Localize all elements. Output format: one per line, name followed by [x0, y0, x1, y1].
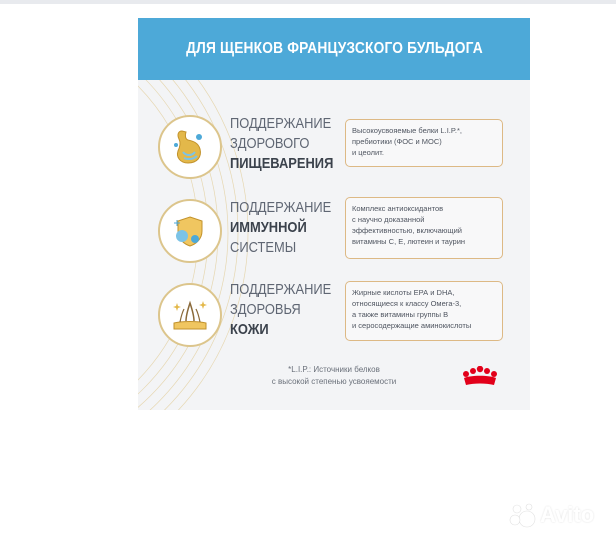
top-divider [0, 0, 616, 4]
detail-line: витамины С, Е, лютеин и таурин [352, 237, 466, 246]
benefit-heading-immunity [230, 198, 331, 258]
product-info-card [138, 18, 530, 410]
heading-line-bold: ПИЩЕВАРЕНИЯ [230, 155, 334, 172]
skin-icon [158, 283, 222, 347]
benefit-details-digestion [345, 119, 503, 167]
royal-canin-crown-logo [460, 366, 500, 388]
detail-line: с научно доказанной [352, 215, 425, 224]
avito-dots-icon [508, 502, 536, 528]
detail-line: и цеолит. [352, 148, 384, 157]
heading-line: ПОДДЕРЖАНИЕ [230, 115, 332, 132]
footnote-line: *L.I.P.: Источники белков [288, 365, 380, 374]
heading-line: ПОДДЕРЖАНИЕ [230, 281, 332, 298]
detail-line: а также витамины группы В [352, 310, 449, 319]
footnote-line: с высокой степенью усвояемости [271, 377, 397, 386]
heading-line: СИСТЕМЫ [230, 239, 297, 256]
detail-line: и серосодержащие аминокислоты [352, 321, 472, 330]
banner-title: ДЛЯ ЩЕНКОВ ФРАНЦУЗСКОГО БУЛЬДОГА [185, 40, 483, 57]
benefit-details-skin [345, 281, 503, 341]
heading-line: ЗДОРОВОГО [230, 135, 310, 152]
detail-line: относящиеся к классу Омега-3, [352, 299, 462, 308]
benefit-heading-digestion [230, 114, 333, 174]
heading-line-bold: ИММУННОЙ [230, 219, 307, 236]
heading-line-bold: КОЖИ [230, 321, 269, 338]
heading-line: ПОДДЕРЖАНИЕ [230, 199, 332, 216]
detail-line: Высокоусвояемые белки L.I.P.*, [352, 126, 462, 135]
stomach-icon [158, 115, 222, 179]
immune-shield-icon [158, 199, 222, 263]
heading-line: ЗДОРОВЬЯ [230, 301, 301, 318]
benefit-details-immunity [345, 197, 503, 259]
detail-line: пребиотики (ФОС и МОС) [352, 137, 442, 146]
title-banner [138, 18, 530, 80]
avito-watermark [508, 502, 594, 528]
detail-line: эффективностью, включающий [352, 226, 462, 235]
detail-line: Комплекс антиоксидантов [352, 204, 444, 213]
benefit-heading-skin [230, 280, 331, 340]
watermark-text: Avito [540, 502, 595, 527]
detail-line: Жирные кислоты ЕРА и DHA, [352, 288, 455, 297]
